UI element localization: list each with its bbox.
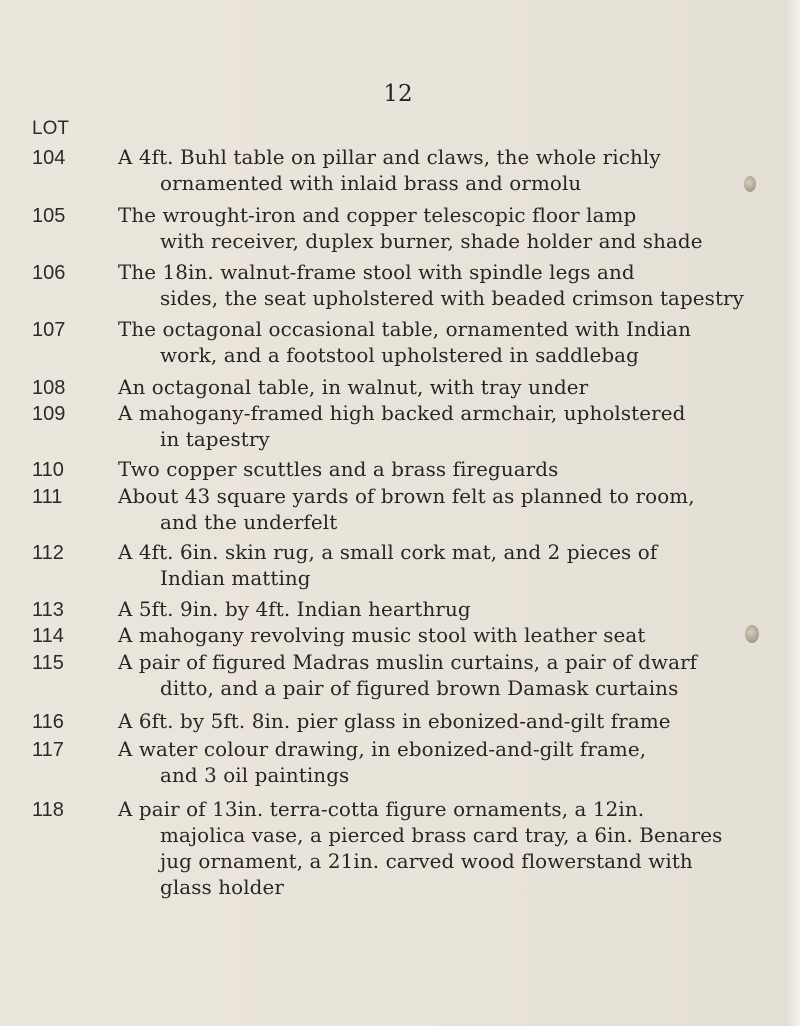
lot-description-line: and the underfelt xyxy=(160,510,338,534)
page-edge xyxy=(786,0,800,1026)
lot-number: 104 xyxy=(32,147,66,169)
lot-number: 108 xyxy=(32,377,66,399)
lot-description-line: A 4ft. 6in. skin rug, a small cork mat, and 2 pieces of xyxy=(118,540,658,564)
lot-description-line: An octagonal table, in walnut, with tray under xyxy=(118,375,589,399)
lot-description-line: in tapestry xyxy=(160,427,270,451)
lot-description-line: A pair of 13in. terra-cotta figure ornaments, a 12in. xyxy=(118,797,645,821)
lot-number: 113 xyxy=(32,599,64,621)
lot-description-line: About 43 square yards of brown felt as planned to room, xyxy=(118,484,695,508)
lot-number: 118 xyxy=(32,799,64,821)
lot-number: 116 xyxy=(32,711,64,733)
lot-description-line: A 6ft. by 5ft. 8in. pier glass in ebonized-and-gilt frame xyxy=(118,709,671,733)
lot-number: 106 xyxy=(32,262,66,284)
lot-description-line: A 5ft. 9in. by 4ft. Indian hearthrug xyxy=(118,597,471,621)
lot-description-line: glass holder xyxy=(160,875,284,899)
lot-description-line: A pair of figured Madras muslin curtains, a pair of dwarf xyxy=(118,650,698,674)
lot-description-line: with receiver, duplex burner, shade holder and shade xyxy=(160,229,703,253)
lot-description-line: Indian matting xyxy=(160,566,311,590)
lot-description-line: sides, the seat upholstered with beaded crimson tapestry xyxy=(160,286,744,310)
lot-number: 109 xyxy=(32,403,66,425)
lot-column-header: LOT xyxy=(32,118,69,139)
lot-description-line: Two copper scuttles and a brass fireguards xyxy=(118,457,559,481)
lot-number: 117 xyxy=(32,739,64,761)
lot-number: 112 xyxy=(32,542,64,564)
lot-description-line: ornamented with inlaid brass and ormolu xyxy=(160,171,582,195)
lot-description-line: majolica vase, a pierced brass card tray, a 6in. Benares xyxy=(160,823,723,847)
lot-description-line: and 3 oil paintings xyxy=(160,763,350,787)
page-number: 12 xyxy=(383,81,413,107)
lot-description-line: work, and a footstool upholstered in saddlebag xyxy=(160,343,639,367)
lot-number: 111 xyxy=(32,486,63,508)
lot-number: 105 xyxy=(32,205,66,227)
lot-description-line: A 4ft. Buhl table on pillar and claws, the whole richly xyxy=(118,145,661,169)
lot-number: 110 xyxy=(32,459,64,481)
lot-number: 115 xyxy=(32,652,64,674)
lot-description-line: A mahogany-framed high backed armchair, upholstered xyxy=(118,401,686,425)
lot-description-line: The wrought-iron and copper telescopic floor lamp xyxy=(118,203,637,227)
lot-description-line: jug ornament, a 21in. carved wood flowerstand with xyxy=(160,849,693,873)
lot-number: 107 xyxy=(32,319,66,341)
lot-description-line: A water colour drawing, in ebonized-and-gilt frame, xyxy=(118,737,647,761)
lot-description-line: ditto, and a pair of figured brown Damask curtains xyxy=(160,676,679,700)
lot-description-line: A mahogany revolving music stool with leather seat xyxy=(118,623,646,647)
lot-description-line: The octagonal occasional table, ornamented with Indian xyxy=(118,317,692,341)
lot-description-line: The 18in. walnut-frame stool with spindle legs and xyxy=(118,260,635,284)
lot-number: 114 xyxy=(32,625,64,647)
